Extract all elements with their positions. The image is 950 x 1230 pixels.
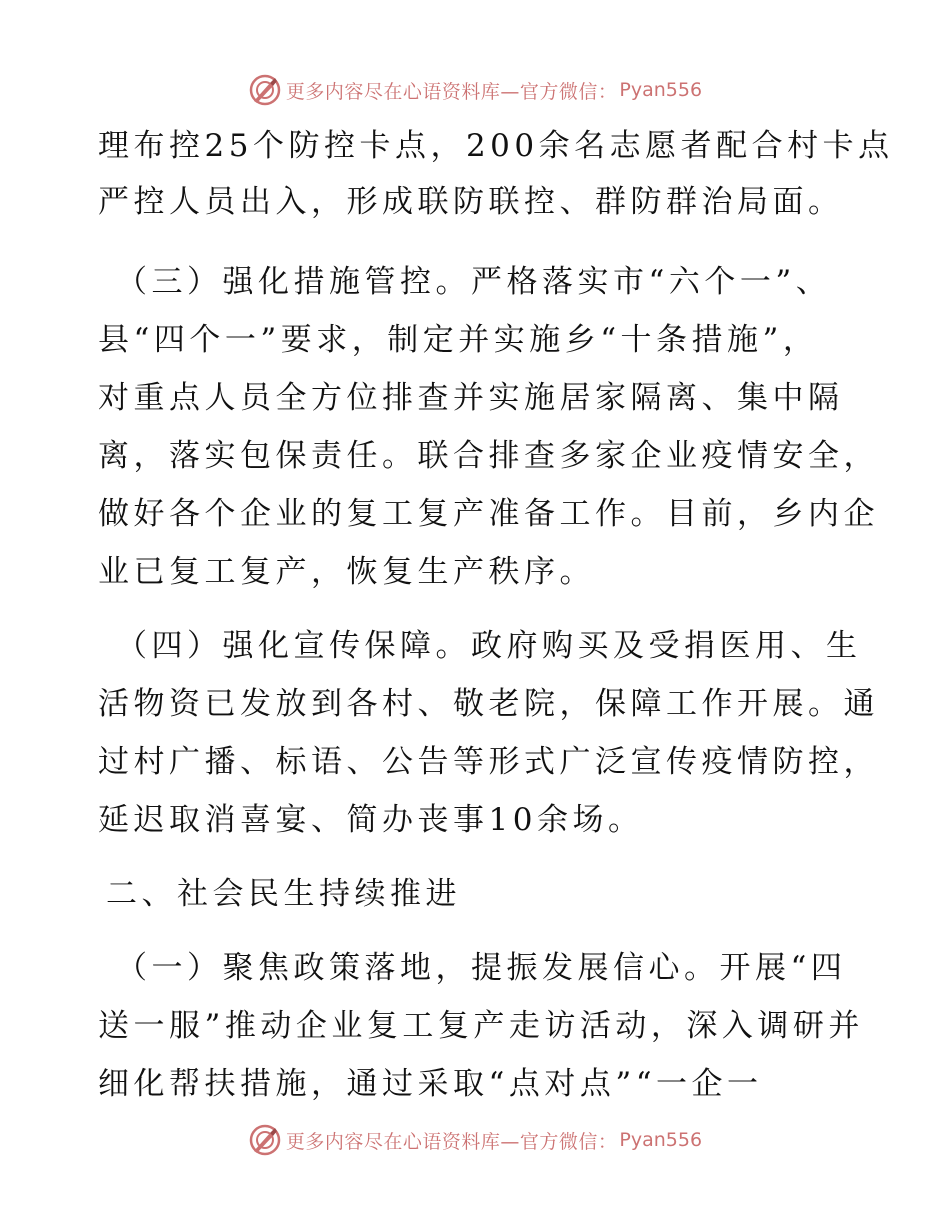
section-heading-line: （三）强化措施管控。严格落实市“六个一”、 <box>116 264 832 300</box>
watermark-text: 更多内容尽在心语资料库—官方微信： <box>285 80 618 103</box>
section-heading-line: （一）聚焦政策落地，提振发展信心。开展“四 <box>116 950 847 986</box>
text-line: 送一服”推动企业复工复产走访活动，深入调研并 <box>98 1008 864 1044</box>
text-line: 过村广播、标语、公告等形式广泛宣传疫情防控， <box>98 744 879 780</box>
watermark-wechat-id: Pyan556 <box>619 79 703 101</box>
text-line: 延迟取消喜宴、简办丧事10余场。 <box>98 802 644 838</box>
pen-circle-logo-icon <box>248 73 282 107</box>
text-line: 对重点人员全方位排查并实施居家隔离、集中隔 <box>98 380 844 416</box>
text-line: 理布控25个防控卡点，200余名志愿者配合村卡点 <box>98 128 894 164</box>
text-line: 县“四个一”要求，制定并实施乡“十条措施”， <box>98 322 819 358</box>
text-line: 活物资已发放到各村、敬老院，保障工作开展。通 <box>98 686 879 722</box>
footer-watermark <box>0 1120 950 1160</box>
text-line: 业已复工复产，恢复生产秩序。 <box>98 554 595 590</box>
text-line: 细化帮扶措施，通过采取“点对点”“一企一 <box>98 1066 763 1102</box>
header-watermark <box>0 70 950 110</box>
chapter-heading: 二、社会民生持续推进 <box>106 876 461 912</box>
watermark-text: 更多内容尽在心语资料库—官方微信： <box>285 1130 618 1153</box>
text-line: 严控人员出入，形成联防联控、群防群治局面。 <box>98 184 844 220</box>
pen-circle-logo-icon <box>248 1123 282 1157</box>
watermark-wechat-id: Pyan556 <box>619 1129 703 1151</box>
text-line: 离，落实包保责任。联合排查多家企业疫情安全， <box>98 438 879 474</box>
section-heading-line: （四）强化宣传保障。政府购买及受捐医用、生 <box>116 628 862 664</box>
text-line: 做好各个企业的复工复产准备工作。目前，乡内企 <box>98 496 879 532</box>
